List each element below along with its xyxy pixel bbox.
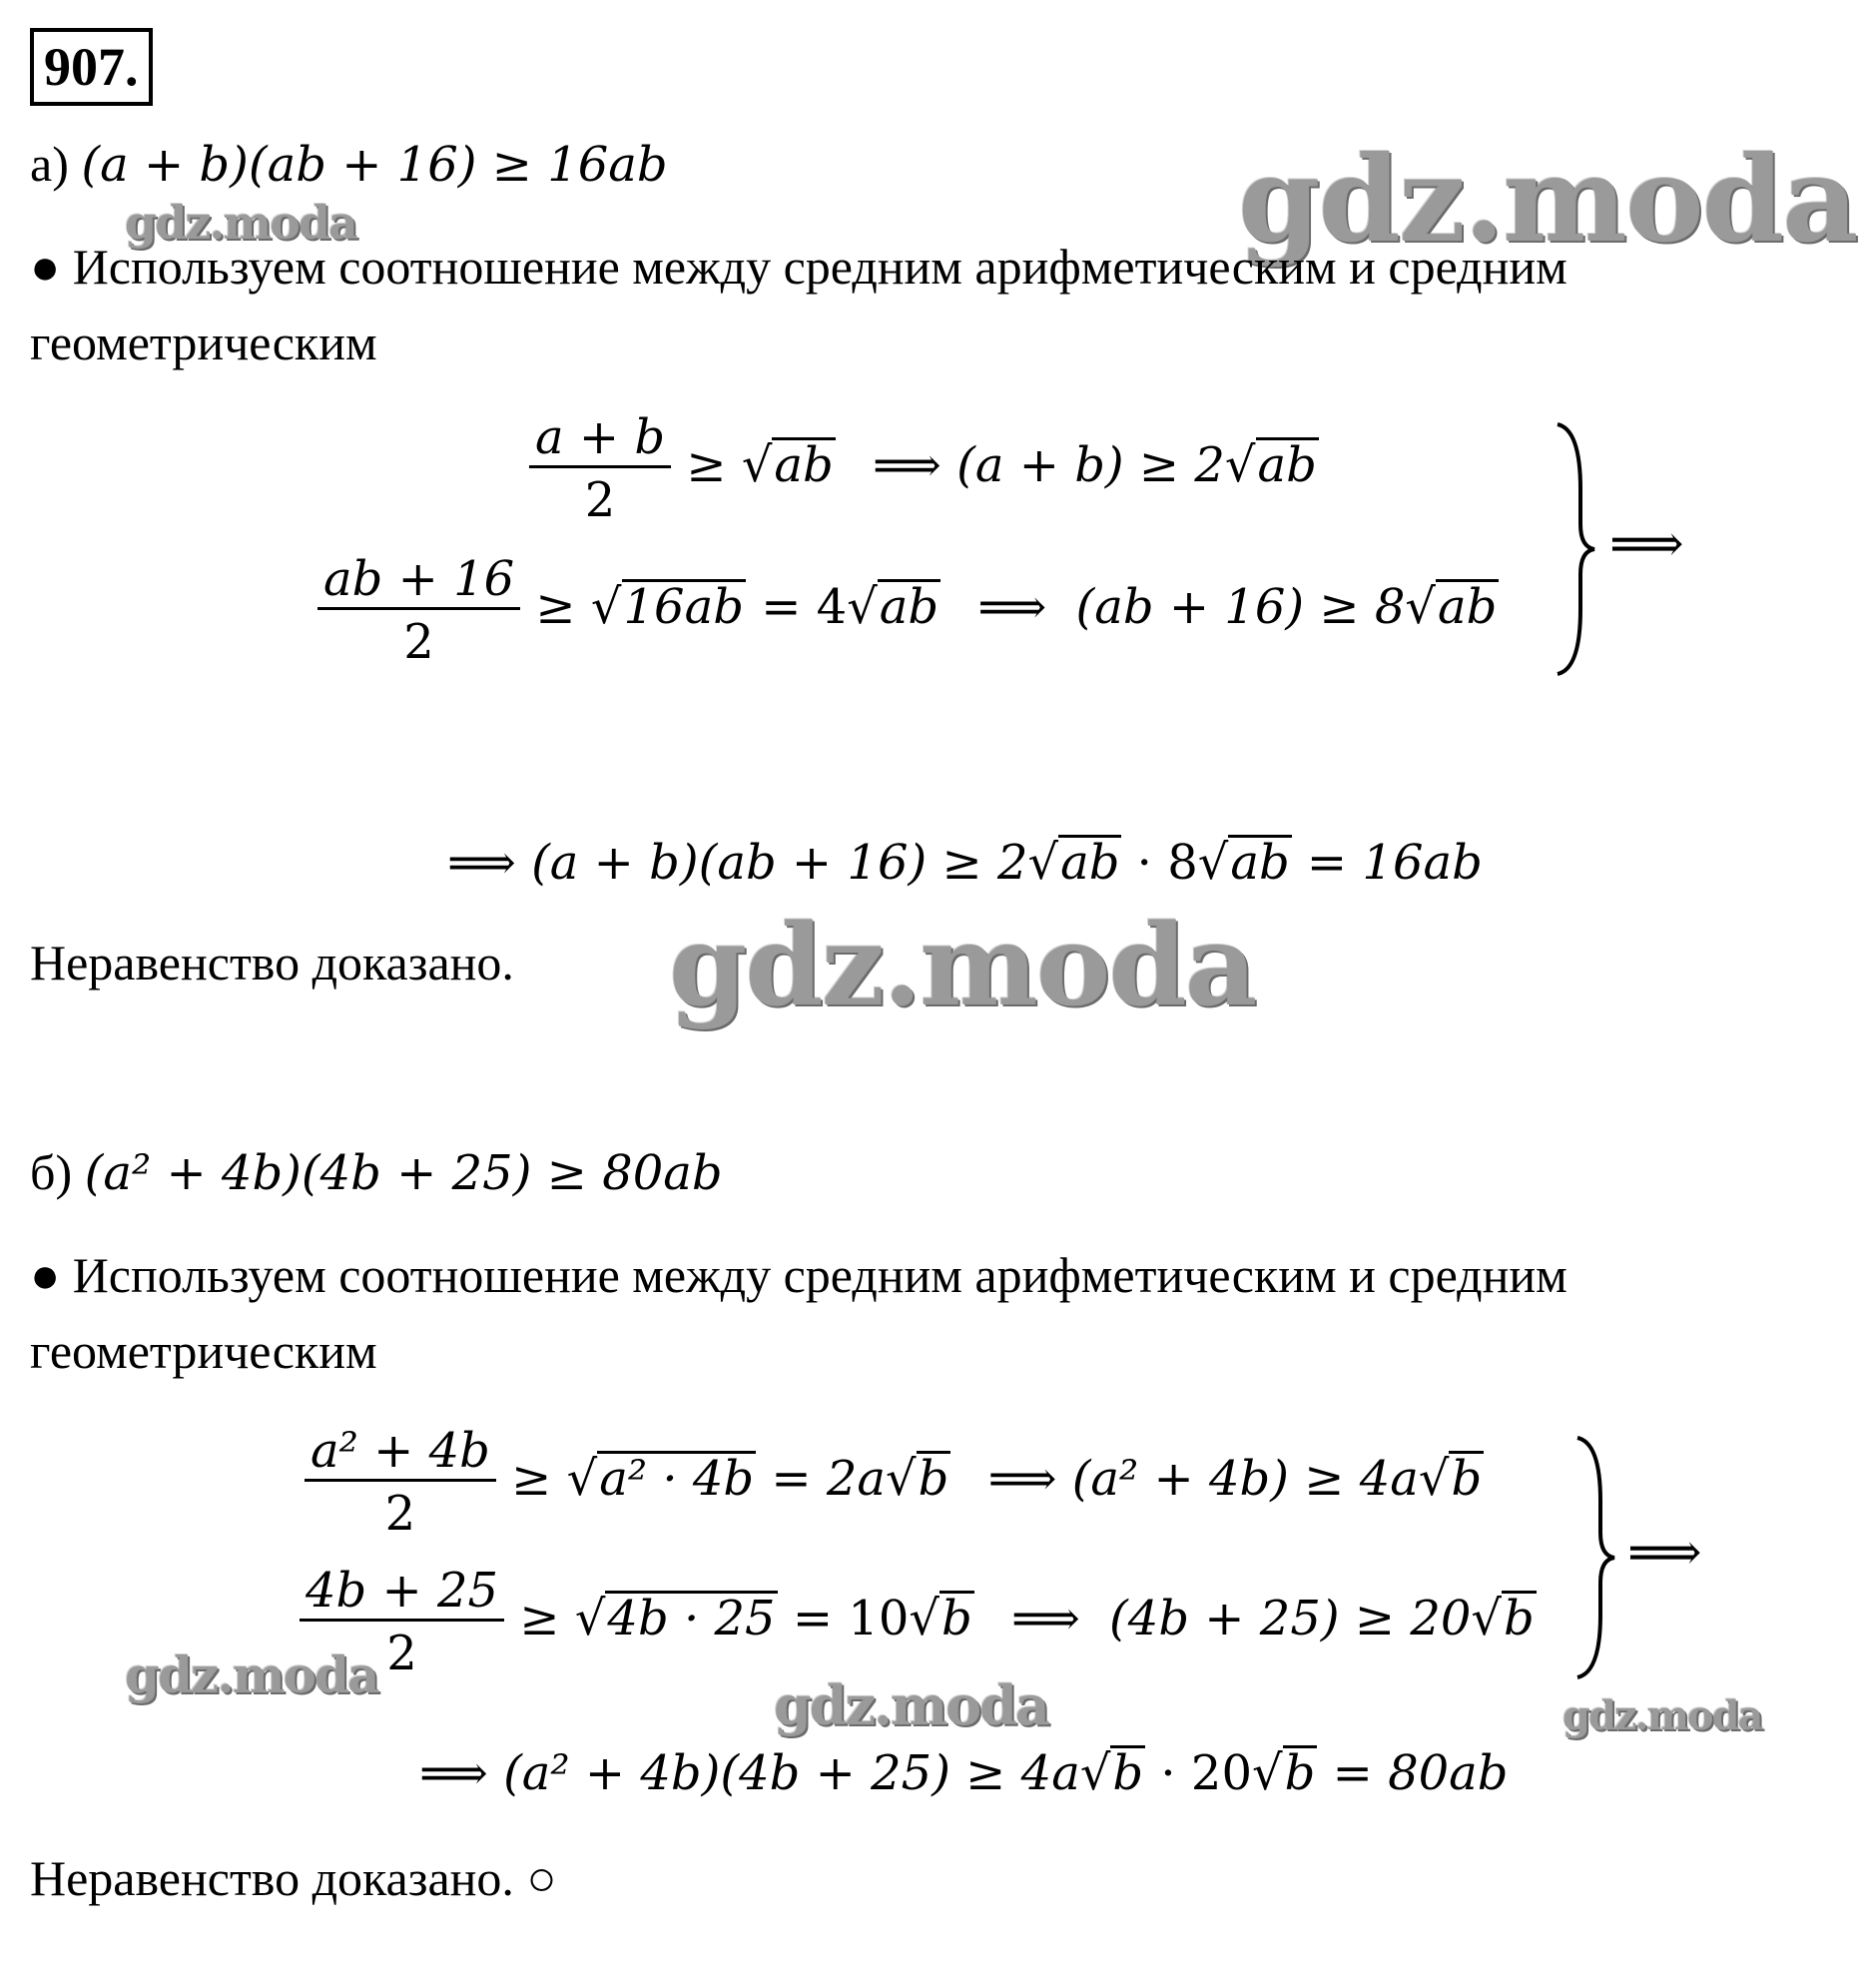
result-lhs: (a + b) ≥ 2: [956, 437, 1225, 493]
conclusion-rhs: = 80ab: [1317, 1745, 1509, 1801]
relation: ≥: [535, 579, 576, 635]
sqrt-radicand: ab: [1060, 835, 1120, 891]
fraction: [317, 551, 520, 670]
conclusion-mid: · 20: [1145, 1745, 1252, 1801]
part-b-ineq-1: [305, 1423, 1484, 1542]
sqrt: √ab: [847, 579, 939, 635]
relation: ≥: [519, 1591, 560, 1646]
implies-symbol: ⟹: [873, 437, 941, 493]
sqrt: √ab: [741, 437, 834, 493]
fraction-denominator: 2: [317, 607, 520, 670]
fraction-denominator: 2: [529, 465, 671, 528]
result-lhs: (ab + 16) ≥ 8: [1075, 579, 1406, 635]
fraction-denominator: 2: [305, 1479, 496, 1542]
sqrt-radicand: 16ab: [623, 579, 744, 635]
method-text-line2: геометрическим: [30, 1323, 377, 1379]
fraction-numerator: a + b: [535, 409, 666, 465]
sqrt-radicand: b: [1503, 1591, 1535, 1646]
part-b-method: [30, 1246, 1567, 1304]
part-a-heading: [30, 135, 668, 193]
method-text-line2: геометрическим: [30, 315, 377, 370]
sqrt: √4b · 25: [574, 1591, 776, 1646]
part-b-conclusion: [419, 1745, 1508, 1801]
sqrt: √a² · 4b: [566, 1451, 755, 1507]
watermark-logo: gdz.moda: [125, 196, 356, 250]
brace-implies-symbol: ⟹: [1609, 514, 1684, 574]
brace-implies-symbol: ⟹: [1627, 1523, 1702, 1583]
sqrt: √b: [1471, 1591, 1535, 1646]
fraction: [300, 1563, 504, 1681]
sqrt-radicand: 4b · 25: [607, 1591, 776, 1646]
relation: ≥: [686, 437, 727, 493]
relation: ≥: [511, 1451, 552, 1507]
bullet-icon: ●: [30, 1247, 61, 1303]
conclusion-mid: · 8: [1121, 835, 1198, 891]
fraction: [305, 1423, 496, 1542]
implies-symbol: ⟹: [977, 579, 1047, 635]
sqrt-radicand: ab: [1230, 835, 1290, 891]
part-b-ineq-2: [300, 1563, 1537, 1681]
sqrt-radicand: ab: [1257, 437, 1317, 493]
sqrt: √b: [1252, 1745, 1316, 1801]
sqrt-radicand: ab: [879, 579, 939, 635]
method-text-line1: Используем соотношение между средним арифметическим и средним: [72, 1247, 1567, 1303]
conclusion-rhs: = 16ab: [1291, 835, 1483, 891]
equals-coef: = 2a: [771, 1451, 887, 1507]
part-a-ineq-2: [317, 551, 1499, 670]
sqrt: √ab: [1405, 579, 1498, 635]
sqrt-radicand: ab: [1437, 579, 1498, 635]
sqrt: √b: [909, 1591, 972, 1646]
sqrt-radicand: ab: [774, 437, 834, 493]
sqrt: √ab: [1027, 835, 1120, 891]
part-a-conclusion: [447, 835, 1483, 891]
equals-coef: = 4: [761, 579, 848, 635]
fraction: [529, 409, 671, 528]
sqrt: √16ab: [590, 579, 744, 635]
right-brace-icon: [1553, 419, 1597, 679]
part-a-ineq-1: [529, 409, 1319, 528]
sqrt: √ab: [1224, 437, 1317, 493]
part-b-heading: [30, 1143, 723, 1201]
sqrt-radicand: b: [1112, 1745, 1144, 1801]
part-a-label: а): [30, 136, 69, 192]
problem-number: 907.: [30, 28, 153, 106]
watermark-logo: gdz.moda: [774, 1673, 1048, 1737]
sqrt-radicand: a² · 4b: [599, 1451, 755, 1507]
bullet-icon: ●: [30, 239, 61, 295]
result-lhs: (4b + 25) ≥ 20: [1109, 1591, 1472, 1646]
sqrt-radicand: b: [918, 1451, 949, 1507]
implies-symbol: ⟹: [987, 1451, 1057, 1507]
implies-symbol: ⟹: [1010, 1591, 1080, 1646]
watermark-logo: gdz.moda: [1238, 130, 1857, 269]
part-a-proved: Неравенство доказано.: [30, 935, 514, 990]
sqrt: √ab: [1197, 835, 1290, 891]
part-a-statement: (a + b)(ab + 16) ≥ 16ab: [81, 137, 668, 193]
right-brace-icon: [1572, 1433, 1617, 1682]
fraction-numerator: a² + 4b: [311, 1423, 490, 1479]
method-text-line1: Используем соотношение между средним арифметическим и средним: [72, 239, 1567, 295]
sqrt: √b: [886, 1451, 949, 1507]
watermark-logo: gdz.moda: [669, 901, 1256, 1031]
conclusion-lhs: ⟹ (a² + 4b)(4b + 25) ≥ 4a: [419, 1745, 1080, 1801]
watermark-logo: gdz.moda: [1563, 1692, 1762, 1739]
fraction-numerator: 4b + 25: [306, 1563, 499, 1619]
sqrt-radicand: b: [940, 1591, 972, 1646]
part-b-label: б): [30, 1144, 73, 1200]
conclusion-lhs: ⟹ (a + b)(ab + 16) ≥ 2: [447, 835, 1028, 891]
part-a-method: [30, 238, 1567, 296]
sqrt: √b: [1079, 1745, 1144, 1801]
sqrt: √b: [1418, 1451, 1483, 1507]
sqrt-radicand: b: [1451, 1451, 1483, 1507]
sqrt-radicand: b: [1284, 1745, 1316, 1801]
fraction-numerator: ab + 16: [323, 551, 515, 607]
equals-coef: = 10: [792, 1591, 910, 1646]
part-b-proved: Неравенство доказано. ○: [30, 1850, 557, 1906]
watermark-logo: gdz.moda: [125, 1645, 378, 1704]
result-lhs: (a² + 4b) ≥ 4a: [1071, 1451, 1419, 1507]
part-b-statement: (a² + 4b)(4b + 25) ≥ 80ab: [84, 1145, 723, 1201]
fraction-denominator: 2: [300, 1619, 504, 1681]
